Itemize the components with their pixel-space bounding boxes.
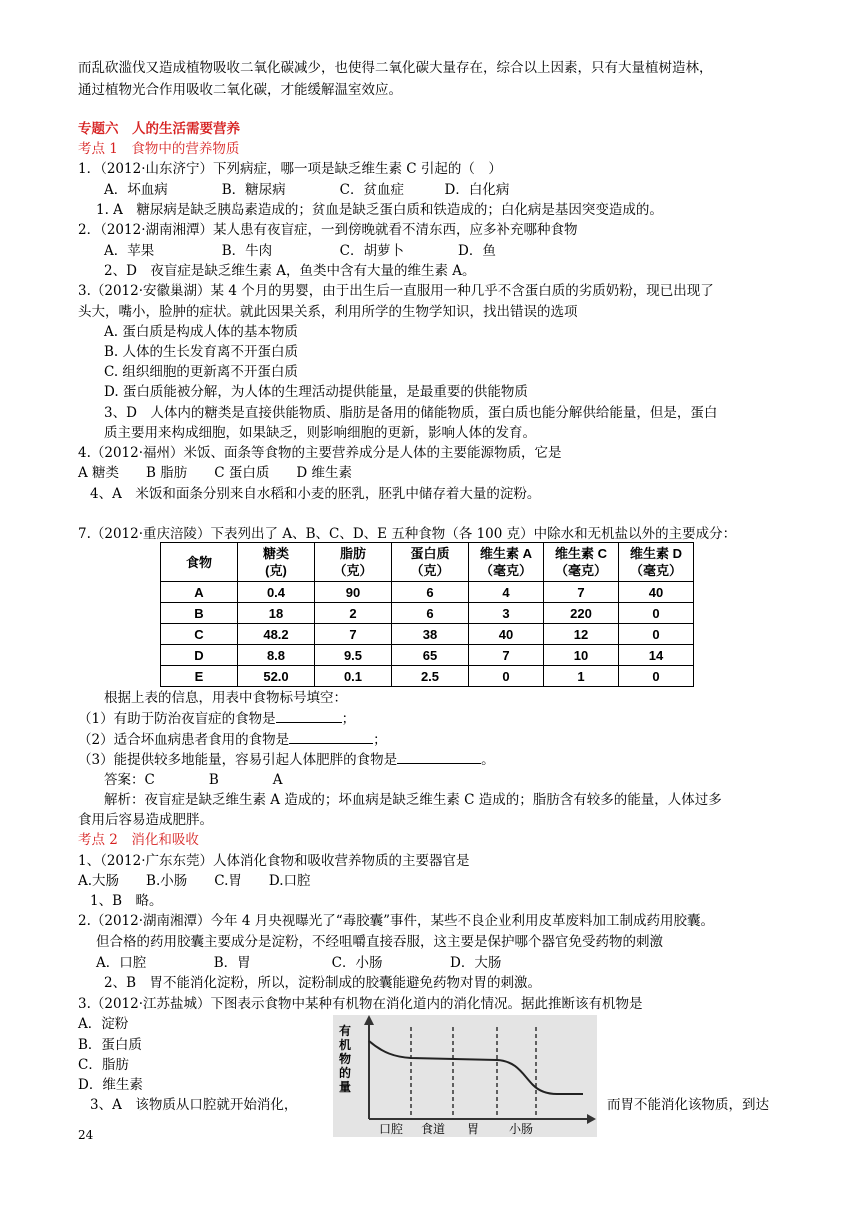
text-line-content: 而胃不能消化该物质，到达 (607, 1097, 769, 1113)
text-line-content: B．蛋白质 (78, 1037, 142, 1053)
text-line-content: C. 组织细胞的更新离不开蛋白质 (104, 364, 298, 380)
y-axis-label-char: 有 (339, 1024, 352, 1038)
table-cell: 4 (469, 582, 544, 603)
text-line (607, 1095, 769, 1115)
x-axis-arrow (587, 1114, 596, 1124)
digestion-graph (333, 1015, 597, 1137)
text-line (104, 688, 347, 708)
x-axis-label: 食道 (421, 1122, 446, 1136)
text-line-content: 质主要用来构成细胞，如果缺乏，则影响细胞的更新，影响人体的发育。 (104, 425, 536, 441)
y-axis-label-char: 机 (339, 1038, 352, 1052)
text-line-content: 专题六 人的生活需要营养 (78, 121, 240, 137)
text-line-content: 1、（2012·广东东莞）人体消化食物和吸收营养物质的主要器官是 (78, 853, 470, 869)
table-header-cell: 维生素 C （毫克） (544, 543, 619, 582)
text-line (78, 281, 714, 301)
text-line-content: A．苹果 B．牛肉 C．胡萝卜 D．鱼 (104, 243, 496, 259)
table-cell: C (161, 624, 238, 645)
text-line-content: 头大，嘴小，脸肿的症状。就此因果关系，利用所学的生物学知识，找出错误的选项 (78, 304, 578, 320)
text-line-content: A．口腔 B．胃 C．小肠 D．大肠 (96, 955, 502, 971)
text-line (78, 708, 355, 729)
table-cell: 12 (544, 624, 619, 645)
text-line (96, 200, 663, 220)
table-cell: 2 (315, 603, 392, 624)
table-cell: 7 (315, 624, 392, 645)
x-axis-label: 胃 (467, 1122, 480, 1136)
text-line-content: D. 蛋白质能被分解，为人体的生理活动提供能量，是最重要的供能物质 (104, 384, 528, 400)
table-cell: 6 (392, 582, 469, 603)
text-line-content: B. 人体的生长发育离不开蛋白质 (104, 344, 299, 360)
table-cell: 7 (544, 582, 619, 603)
table-row (161, 645, 694, 666)
text-line-content: 根据上表的信息，用表中食物标号填空： (104, 690, 347, 706)
text-line-content: A．淀粉 (78, 1016, 129, 1032)
text-line-content: （1）有助于防治夜盲症的食物是 (78, 711, 276, 727)
text-line-content: 4.（2012·福州）米饭、面条等食物的主要营养成分是人体的主要能源物质，它是 (78, 445, 562, 461)
table-cell: D (161, 645, 238, 666)
table-cell: 48.2 (238, 624, 315, 645)
table-header-row (161, 543, 694, 582)
text-line (78, 994, 643, 1014)
text-line (90, 1095, 297, 1115)
text-line-content: A.大肠 B.小肠 C.胃 D.口腔 (78, 873, 311, 889)
text-line (104, 790, 722, 810)
text-line (78, 139, 239, 159)
text-line (90, 891, 163, 911)
text-line (78, 1014, 128, 1034)
text-line (78, 729, 387, 750)
digestion-curve (369, 1041, 583, 1094)
text-line (78, 749, 495, 770)
y-axis-label-char: 物 (339, 1052, 352, 1066)
table-cell: 9.5 (315, 645, 392, 666)
text-line-content: 但合格的药用胶囊主要成分是淀粉，不经咀嚼直接吞服，这主要是保护哪个器官免受药物的刺激 (96, 934, 663, 950)
text-line (78, 302, 578, 322)
table-cell: 0.1 (315, 666, 392, 687)
y-axis-label-char: 的 (339, 1066, 352, 1080)
table-cell: 0 (469, 666, 544, 687)
text-line-content: 1、B 略。 (90, 893, 163, 909)
text-line-tail: ； (341, 711, 356, 727)
table-cell: 40 (469, 624, 544, 645)
text-line (104, 362, 298, 382)
text-line (104, 261, 476, 281)
text-line-content: （3）能提供较多地能量，容易引起人体肥胖的食物是 (78, 752, 398, 768)
table-cell: E (161, 666, 238, 687)
text-line (78, 80, 402, 100)
answer-blank (276, 708, 342, 723)
table-row (161, 666, 694, 687)
x-axis-label: 小肠 (509, 1122, 534, 1136)
table-cell: 65 (392, 645, 469, 666)
text-line-content: 食用后容易造成肥胖。 (78, 812, 213, 828)
text-line-content: D．维生素 (78, 1077, 143, 1093)
text-line (96, 953, 501, 973)
text-line-content: C．脂肪 (78, 1057, 129, 1073)
text-line-content: 通过植物光合作用吸收二氧化碳，才能缓解温室效应。 (78, 82, 402, 98)
table-cell: B (161, 603, 238, 624)
table-row (161, 603, 694, 624)
table-header-cell: 糖类 (克) (238, 543, 315, 582)
text-line (104, 342, 298, 362)
text-line (78, 524, 736, 544)
food-nutrient-table (160, 542, 694, 687)
table-cell: 38 (392, 624, 469, 645)
text-line (78, 871, 311, 891)
table-cell: 10 (544, 645, 619, 666)
text-line (78, 810, 213, 830)
table-header-cell: 维生素 A （毫克） (469, 543, 544, 582)
digestion-graph-figure (333, 1015, 597, 1137)
text-line (78, 220, 578, 240)
table-header-cell: 脂肪 （克） (315, 543, 392, 582)
text-line-content: 3、A 该物质从口腔就开始消化， (90, 1097, 298, 1113)
text-line (78, 159, 502, 179)
text-line-content: 2.（2012·湖南湘潭）今年 4 月央视曝光了“毒胶囊”事件，某些不良企业利用皮革废料加工制成药用胶囊。 (78, 913, 715, 929)
table-cell: 14 (619, 645, 694, 666)
text-line-content: 解析：夜盲症是缺乏维生素 A 造成的；坏血病是缺乏维生素 C 造成的；脂肪含有较多的能量，人体过多 (104, 792, 722, 808)
table-cell: 52.0 (238, 666, 315, 687)
x-axis-label: 口腔 (379, 1122, 404, 1136)
text-line (104, 770, 283, 790)
text-line-content: 1. A 糖尿病是缺乏胰岛素造成的；贫血是缺乏蛋白质和铁造成的；白化病是基因突变造成的。 (96, 202, 663, 218)
text-line (78, 1075, 143, 1095)
text-line-content: 2、D 夜盲症是缺乏维生素 A，鱼类中含有大量的维生素 A。 (104, 263, 476, 279)
table-row (161, 582, 694, 603)
text-line (78, 911, 714, 931)
text-line-content: （2）适合坏血病患者食用的食物是 (78, 732, 290, 748)
answer-blank (397, 749, 481, 764)
text-line-tail: 。 (481, 752, 495, 768)
table-header-cell: 维生素 D （毫克） (619, 543, 694, 582)
text-line (104, 973, 541, 993)
table-cell: 90 (315, 582, 392, 603)
text-line (104, 423, 536, 443)
text-line-content: 1．（2012·山东济宁）下列病症，哪一项是缺乏维生素 C 引起的（ ） (78, 161, 502, 177)
text-line (78, 463, 352, 483)
text-line-content: 考点 1 食物中的营养物质 (78, 141, 240, 157)
table-cell: 1 (544, 666, 619, 687)
table-header-cell: 食物 (161, 543, 238, 582)
answer-blank (289, 729, 373, 744)
text-line-content: 7.（2012·重庆涪陵）下表列出了 A、B、C、D、E 五种食物（各 100 克）中除水和无机盐以外的主要成分： (78, 526, 737, 542)
text-line (78, 443, 562, 463)
text-line-content: 答案：C B A (104, 772, 283, 788)
table-cell: 6 (392, 603, 469, 624)
text-line (96, 932, 663, 952)
text-line-content: A．坏血病 B．糖尿病 C．贫血症 D．白化病 (104, 182, 510, 198)
text-line-content: 3、D 人体内的糖类是直接供能物质、脂肪是备用的储能物质，蛋白质也能分解供给能量，但是，蛋白 (104, 405, 718, 421)
text-line (78, 851, 470, 871)
table-cell: 8.8 (238, 645, 315, 666)
text-line (78, 1035, 142, 1055)
page-number: 24 (78, 1128, 94, 1142)
text-line-content: 3.（2012·安徽巢湖）某 4 个月的男婴，由于出生后一直服用一种几乎不含蛋白质的劣质奶粉，现已出现了 (78, 283, 714, 299)
text-line (78, 1055, 129, 1075)
table-cell: 220 (544, 603, 619, 624)
text-line-content: 4、A 米饭和面条分别来自水稻和小麦的胚乳，胚乳中储存着大量的淀粉。 (90, 486, 541, 502)
table-cell: 7 (469, 645, 544, 666)
y-axis-arrow (364, 1015, 374, 1025)
text-line (104, 403, 717, 423)
text-line-content: A 糖类 B 脂肪 C 蛋白质 D 维生素 (78, 465, 352, 481)
text-line-tail: ； (373, 732, 387, 748)
text-line-content: 而乱砍滥伐又造成植物吸收二氧化碳减少，也使得二氧化碳大量存在，综合以上因素，只有大量植树造林， (78, 60, 713, 76)
text-line-content: 2．（2012·湖南湘潭）某人患有夜盲症，一到傍晚就看不清东西，应多补充哪种食物 (78, 222, 578, 238)
table-cell: 40 (619, 582, 694, 603)
text-line-content: 2、B 胃不能消化淀粉，所以，淀粉制成的胶囊能避免药物对胃的刺激。 (104, 975, 542, 991)
text-line (78, 58, 713, 78)
table-header-cell: 蛋白质 （克） (392, 543, 469, 582)
text-line-content: A. 蛋白质是构成人体的基本物质 (104, 324, 298, 340)
text-line (104, 382, 528, 402)
text-line (78, 119, 240, 139)
text-line (104, 180, 509, 200)
text-line (104, 322, 298, 342)
text-line (104, 241, 496, 261)
y-axis-label-char: 量 (339, 1080, 352, 1094)
table-cell: 2.5 (392, 666, 469, 687)
table-cell: 0 (619, 603, 694, 624)
text-line (90, 484, 540, 504)
table-cell: 0 (619, 666, 694, 687)
table-row (161, 624, 694, 645)
table-cell: 3 (469, 603, 544, 624)
text-line-content: 考点 2 消化和吸收 (78, 832, 199, 848)
text-line (78, 830, 199, 850)
text-line-content: 3.（2012·江苏盐城）下图表示食物中某种有机物在消化道内的消化情况。据此推断该有机物是 (78, 996, 643, 1012)
table-cell: A (161, 582, 238, 603)
table-cell: 0.4 (238, 582, 315, 603)
table-cell: 0 (619, 624, 694, 645)
table-cell: 18 (238, 603, 315, 624)
